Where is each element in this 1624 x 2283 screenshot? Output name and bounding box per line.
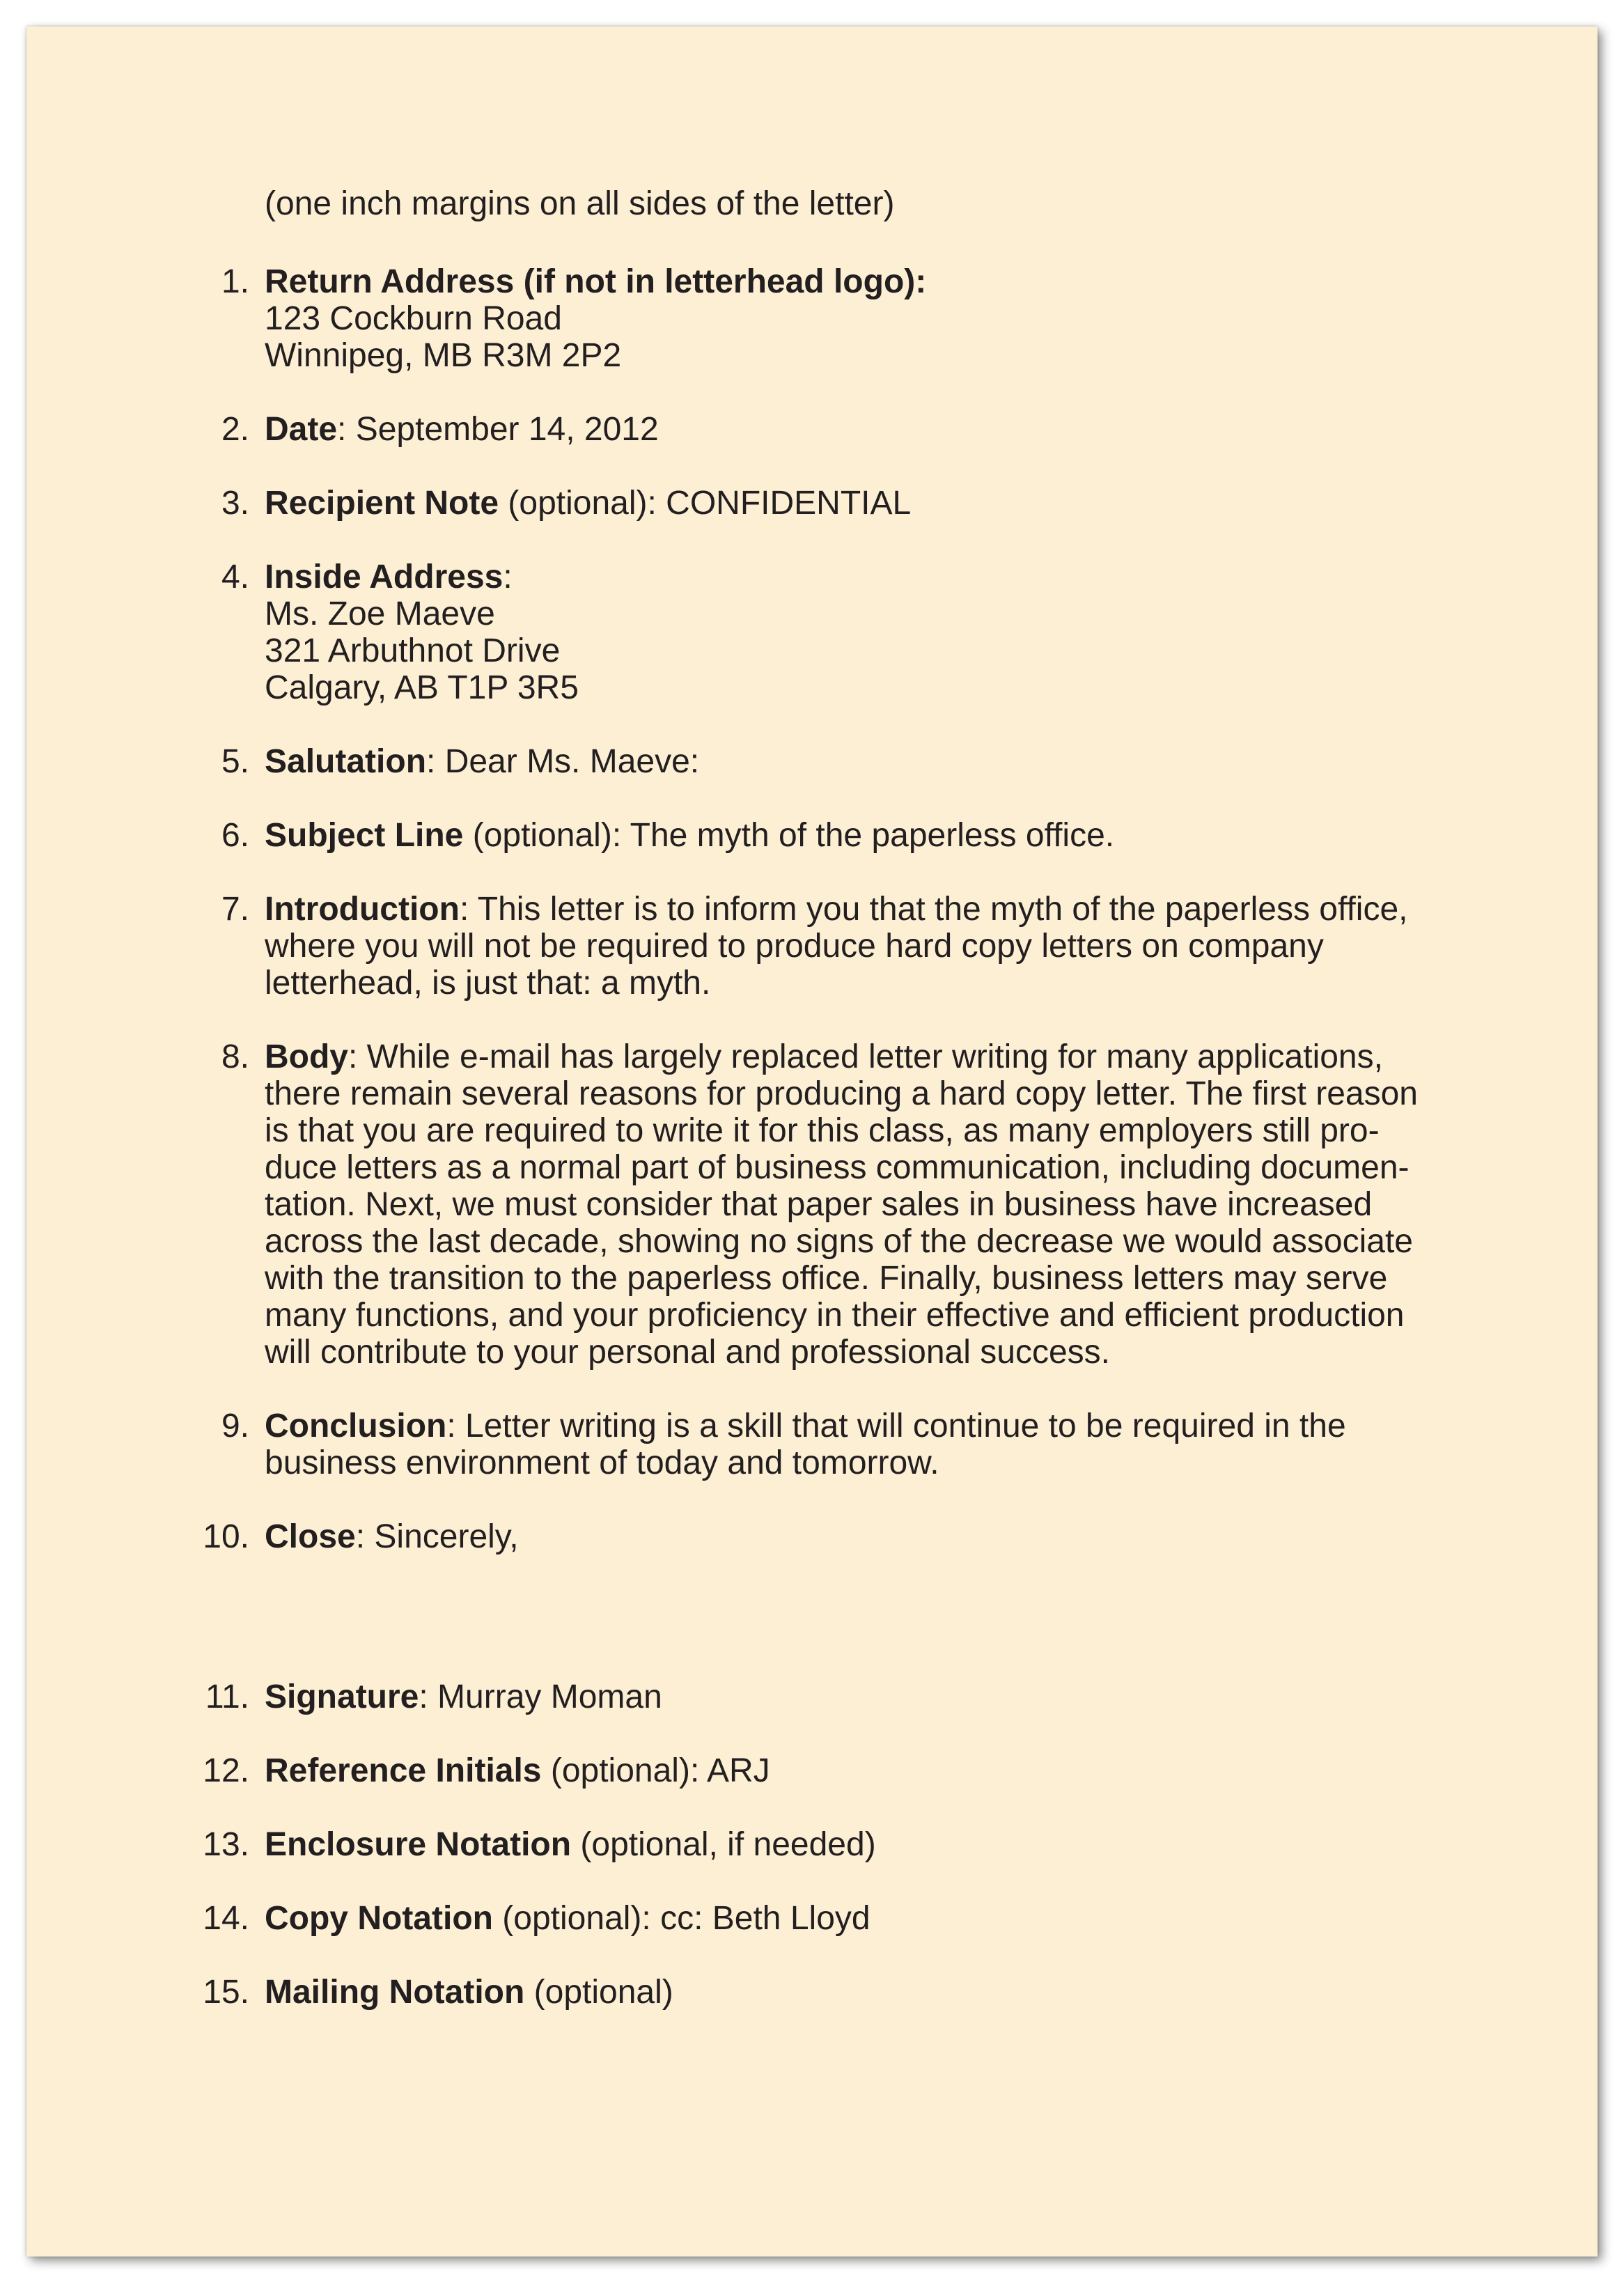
item-first-line — [265, 485, 1518, 522]
item-continuation-line: is that you are required to write it for this class, as many employers still pro- — [265, 1112, 1380, 1149]
item-content — [265, 1678, 1518, 1715]
item-content — [265, 411, 1518, 448]
item-text: : Letter writing is a skill that will continue to be required in the — [446, 1408, 1346, 1444]
item-text: : — [503, 559, 513, 595]
item-content — [265, 263, 1518, 374]
item-text: : Dear Ms. Maeve: — [426, 743, 700, 780]
item-first-line — [265, 817, 1518, 854]
item-continuation-line: many functions, and your proficiency in their effective and efficient production — [265, 1297, 1405, 1334]
item-number: 4. — [221, 559, 249, 595]
item-term: Introduction — [265, 891, 460, 928]
item-continuation-line: there remain several reasons for producing a hard copy letter. The first reason — [265, 1075, 1418, 1112]
item-first-line — [265, 743, 1518, 780]
item-continuation-line: 321 Arbuthnot Drive — [265, 632, 561, 669]
item-first-line — [265, 1752, 1518, 1789]
item-content — [265, 1038, 1518, 1371]
item-term: Copy Notation — [265, 1900, 493, 1937]
item-content — [265, 1408, 1518, 1481]
item-first-line — [265, 559, 1518, 595]
margin-note: (one inch margins on all sides of the letter) — [265, 185, 895, 222]
item-continuation-line: duce letters as a normal part of business communication, including documen- — [265, 1149, 1410, 1186]
item-number: 10. — [203, 1518, 249, 1555]
item-text: (optional, if needed) — [571, 1826, 876, 1863]
item-text: (optional): CONFIDENTIAL — [499, 485, 912, 522]
item-number: 14. — [203, 1900, 249, 1937]
item-first-line — [265, 1826, 1518, 1863]
item-term: Enclosure Notation — [265, 1826, 572, 1863]
item-first-line — [265, 263, 1518, 300]
item-first-line — [265, 891, 1518, 928]
item-first-line — [265, 1678, 1518, 1715]
item-number: 11. — [205, 1678, 249, 1715]
item-number: 12. — [203, 1752, 249, 1789]
item-text: : While e-mail has largely replaced letter writing for many applications, — [348, 1038, 1383, 1075]
item-text: : September 14, 2012 — [337, 411, 659, 448]
item-first-line — [265, 1518, 1518, 1555]
item-continuation-line: with the transition to the paperless office. Finally, business letters may serve — [265, 1260, 1388, 1297]
item-first-line — [265, 1900, 1518, 1937]
item-continuation-line: 123 Cockburn Road — [265, 300, 562, 337]
item-number: 8. — [221, 1038, 249, 1075]
item-first-line — [265, 1038, 1518, 1075]
item-text: (optional): cc: Beth Lloyd — [492, 1900, 870, 1937]
item-first-line — [265, 1974, 1518, 2011]
item-term: Recipient Note — [265, 485, 499, 522]
letter-page — [26, 26, 1598, 2257]
item-continuation-line: tation. Next, we must consider that paper sales in business have increased — [265, 1186, 1373, 1223]
item-number: 5. — [221, 743, 249, 780]
item-number: 3. — [221, 485, 249, 522]
item-text: : This letter is to inform you that the myth of the paperless office, — [459, 891, 1408, 928]
item-content — [265, 1826, 1518, 1863]
item-continuation-line: Winnipeg, MB R3M 2P2 — [265, 337, 622, 374]
item-first-line — [265, 1408, 1518, 1444]
item-term: Inside Address — [265, 559, 503, 595]
item-continuation-line: will contribute to your personal and professional success. — [265, 1334, 1110, 1371]
item-term: Conclusion — [265, 1408, 447, 1444]
item-number: 15. — [203, 1974, 249, 2011]
item-number: 6. — [221, 817, 249, 854]
item-term: Reference Initials — [265, 1752, 542, 1789]
item-text: (optional): ARJ — [541, 1752, 770, 1789]
item-term: Mailing Notation — [265, 1974, 525, 2011]
item-term: Body — [265, 1038, 348, 1075]
item-content — [265, 1900, 1518, 1937]
item-number: 9. — [221, 1408, 249, 1444]
item-text: : Murray Moman — [419, 1678, 662, 1715]
item-content — [265, 1518, 1518, 1555]
item-content — [265, 1974, 1518, 2011]
item-number: 13. — [203, 1826, 249, 1863]
item-content — [265, 559, 1518, 706]
item-content — [265, 891, 1518, 1002]
item-term: Salutation — [265, 743, 427, 780]
item-content — [265, 743, 1518, 780]
item-continuation-line: Ms. Zoe Maeve — [265, 595, 495, 632]
item-number: 7. — [221, 891, 249, 928]
item-continuation-line: where you will not be required to produce hard copy letters on company — [265, 928, 1324, 965]
item-text: : Sincerely, — [355, 1518, 519, 1555]
item-term: Signature — [265, 1678, 419, 1715]
item-continuation-line: across the last decade, showing no signs of the decrease we would associate — [265, 1223, 1413, 1260]
item-term: Return Address (if not in letterhead logo): — [265, 263, 927, 300]
item-number: 2. — [221, 411, 249, 448]
item-term: Subject Line — [265, 817, 464, 854]
item-term: Date — [265, 411, 338, 448]
item-text: (optional) — [524, 1974, 673, 2011]
item-term: Close — [265, 1518, 356, 1555]
item-content — [265, 485, 1518, 522]
item-content — [265, 1752, 1518, 1789]
item-continuation-line: Calgary, AB T1P 3R5 — [265, 669, 579, 706]
item-text: (optional): The myth of the paperless office. — [463, 817, 1115, 854]
item-first-line — [265, 411, 1518, 448]
item-content — [265, 817, 1518, 854]
item-continuation-line: letterhead, is just that: a myth. — [265, 965, 711, 1002]
item-number: 1. — [221, 263, 249, 300]
item-continuation-line: business environment of today and tomorrow. — [265, 1444, 939, 1481]
